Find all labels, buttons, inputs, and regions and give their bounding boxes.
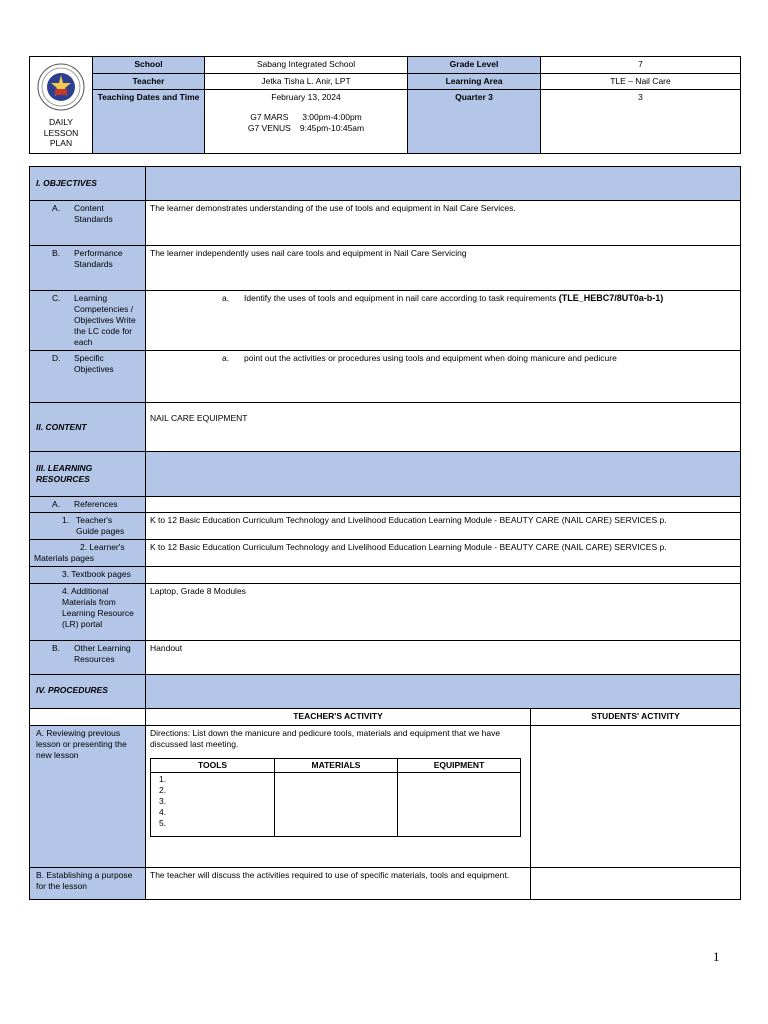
item-letter: B. <box>52 248 61 258</box>
equipment-header: EQUIPMENT <box>398 758 521 772</box>
establishing-purpose-activity: The teacher will discuss the activities required to use of specific materials, tools and equipment. <box>146 867 531 899</box>
textbook-pages-label: 3. Textbook pages <box>30 567 146 583</box>
references-label <box>30 497 146 513</box>
quarter-label: Quarter 3 <box>408 90 541 154</box>
other-resources-text: Handout <box>146 640 741 674</box>
grade-level-label: Grade Level <box>408 57 541 74</box>
learning-area-value: TLE – Nail Care <box>541 73 741 90</box>
content-text: NAIL CARE EQUIPMENT <box>146 403 741 452</box>
list-number: 4. <box>159 806 167 817</box>
performance-standards-label <box>30 246 146 291</box>
materials-header: MATERIALS <box>275 758 398 772</box>
item-letter: C. <box>52 293 61 303</box>
item-label: Performance Standards <box>74 248 123 270</box>
item-number: 1. <box>62 515 70 526</box>
learners-materials-label: 2. Learner's Materials pages <box>30 540 146 567</box>
deped-seal-icon <box>37 63 85 111</box>
schedule-time: 3:00pm-4:00pm <box>302 112 362 123</box>
item-label: Specific Objectives <box>74 353 114 375</box>
reviewing-lesson-student-activity <box>531 725 741 867</box>
competency-text: Identify the uses of tools and equipment in nail care according to task requirements <box>244 293 557 303</box>
item-label: References <box>74 499 118 510</box>
teaching-dates-value <box>205 90 408 154</box>
objectives-title: I. OBJECTIVES <box>30 167 146 201</box>
competency-code: (TLE_HEBC7/8UT0a-b-1) <box>558 293 664 303</box>
content-standards-text: The learner demonstrates understanding of the use of tools and equipment in Nail Care Services. <box>146 201 741 246</box>
item-label: Learning Competencies / Objectives Write the LC code for each <box>74 293 136 348</box>
list-number: 1. <box>159 773 167 784</box>
materials-list <box>275 772 398 836</box>
additional-materials-text: Laptop, Grade 8 Modules <box>146 583 741 640</box>
schedule-row <box>209 112 403 123</box>
school-label: School <box>93 57 205 74</box>
objective-text: point out the activities or procedures using tools and equipment when doing manicure and pedicure <box>244 353 617 364</box>
item-letter: A. <box>52 203 61 213</box>
learners-materials-text: K to 12 Basic Education Curriculum Technology and Livelihood Education Learning Module - BEAUTY CARE (NAIL CARE) SERVICES p. <box>146 540 741 567</box>
teaching-dates-label: Teaching Dates and Time <box>93 90 205 154</box>
procedures-blank-cell <box>30 708 146 725</box>
schedule-section: G7 VENUS <box>247 123 291 134</box>
content-standards-label <box>30 201 146 246</box>
directions-text: Directions: List down the manicure and pedicure tools, materials and equipment that we have discussed last meeting. <box>150 727 501 749</box>
item-letter: D. <box>52 353 61 364</box>
item-letter: A. <box>52 499 61 510</box>
teacher-label: Teacher <box>93 73 205 90</box>
procedures-title: IV. PROCEDURES <box>30 674 146 708</box>
tools-header: TOOLS <box>151 758 275 772</box>
list-number: 5. <box>159 817 167 828</box>
learning-competencies-text <box>146 291 741 351</box>
schedule-time: 9:45pm-10:45am <box>299 123 365 134</box>
item-label: Content Standards <box>74 203 113 225</box>
school-value: Sabang Integrated School <box>205 57 408 74</box>
learning-resources-title: III. LEARNING RESOURCES <box>30 452 146 497</box>
date-value: February 13, 2024 <box>271 92 341 103</box>
resources-header-fill <box>146 452 741 497</box>
schedule-row <box>209 123 403 134</box>
schedule-section: G7 MARS <box>250 112 289 123</box>
item-letter: B. <box>52 642 61 653</box>
learning-area-label: Learning Area <box>408 73 541 90</box>
item-label: Other Learning Resources <box>74 642 131 664</box>
item-label: Teacher's Guide pages <box>76 515 125 537</box>
textbook-pages-text <box>146 567 741 583</box>
references-text <box>146 497 741 513</box>
students-activity-header: STUDENTS' ACTIVITY <box>531 708 741 725</box>
list-number: 2. <box>159 784 167 795</box>
teachers-activity-header: TEACHER'S ACTIVITY <box>146 708 531 725</box>
tools-materials-table <box>150 758 521 837</box>
establishing-purpose-label: B. Establishing a purpose for the lesson <box>30 867 146 899</box>
additional-materials-label <box>30 583 146 640</box>
tools-list <box>151 772 275 836</box>
lesson-plan-table <box>29 166 741 900</box>
establishing-purpose-student-activity <box>531 867 741 899</box>
performance-standards-text: The learner independently uses nail care tools and equipment in Nail Care Servicing <box>146 246 741 291</box>
content-title: II. CONTENT <box>30 403 146 452</box>
specific-objectives-label <box>30 351 146 403</box>
logo-cell <box>30 57 93 154</box>
objectives-header-fill <box>146 167 741 201</box>
reviewing-lesson-activity <box>146 725 531 867</box>
header-table <box>29 56 741 154</box>
daily-lesson-plan-label: DAILY LESSON PLAN <box>43 117 79 149</box>
teachers-guide-text: K to 12 Basic Education Curriculum Technology and Livelihood Education Learning Module - BEAUTY CARE (NAIL CARE) SERVICES p. <box>146 513 741 540</box>
procedures-header-fill <box>146 674 741 708</box>
grade-level-value: 7 <box>541 57 741 74</box>
quarter-value: 3 <box>541 90 741 154</box>
teacher-value: Jetka Tisha L. Anir, LPT <box>205 73 408 90</box>
learning-competencies-label <box>30 291 146 351</box>
specific-objectives-text <box>146 351 741 403</box>
equipment-list <box>398 772 521 836</box>
other-resources-label <box>30 640 146 674</box>
item-letter: a. <box>222 293 230 303</box>
item-letter: a. <box>222 353 230 364</box>
teachers-guide-label <box>30 513 146 540</box>
list-number: 3. <box>159 795 167 806</box>
page-number: 1 <box>713 949 720 964</box>
item-label: 4. Additional Materials from Learning Resource (LR) portal <box>62 585 134 629</box>
reviewing-lesson-label: A. Reviewing previous lesson or presenting the new lesson <box>30 725 146 867</box>
